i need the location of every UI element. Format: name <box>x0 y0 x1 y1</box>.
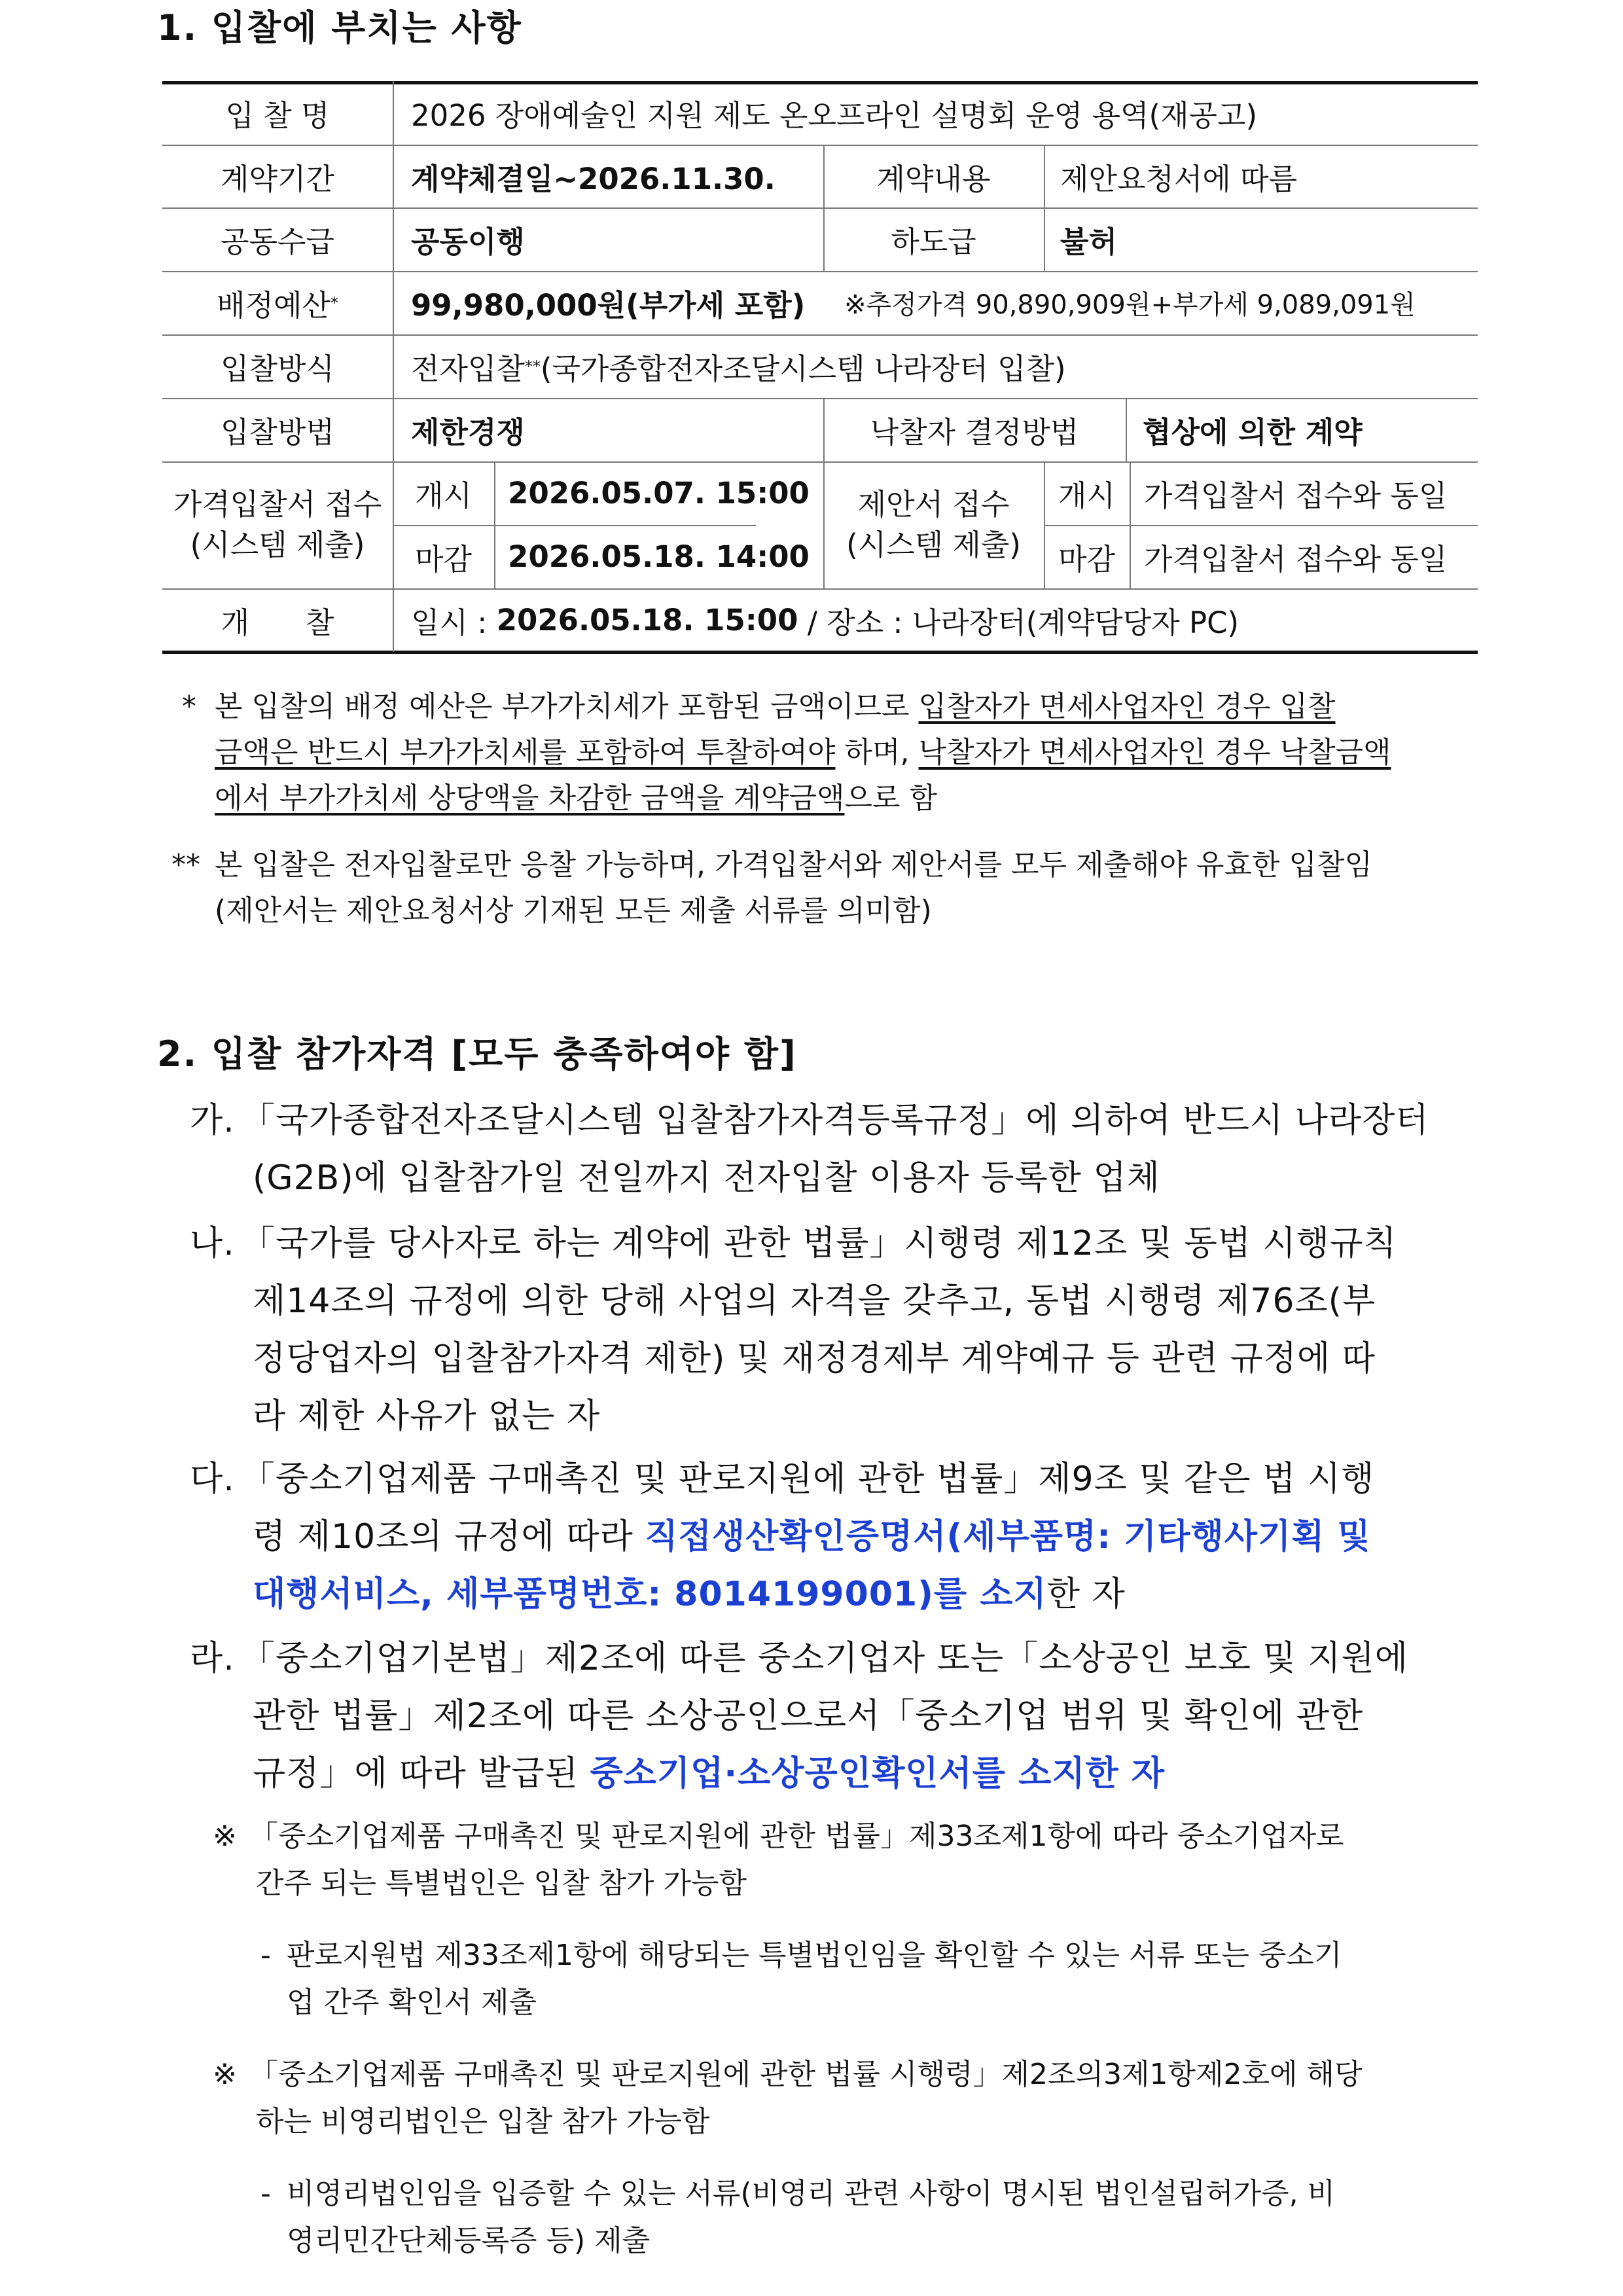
remark2-line2: 하는 비영리법인은 입찰 참가 가능함 <box>256 2105 710 2138</box>
value-budget: 99,980,000원(부가세 포함) <box>411 288 806 323</box>
dash-bullet: - <box>260 2177 271 2210</box>
value-proposal-close: 가격입찰서 접수와 동일 <box>1144 542 1448 577</box>
value-contract-period: 계약체결일~2026.11.30. <box>411 162 776 196</box>
remark-mark: ※ <box>213 1820 237 1853</box>
value-bid-type-sup: ** <box>524 357 541 376</box>
qualification-da-line3-highlight: 대행서비스, 세부품명번호: 8014199001)를 소지 <box>253 1575 1047 1614</box>
value-joint-supply: 공동이행 <box>411 224 525 259</box>
qualification-da-line1: 「중소기업제품 구매촉진 및 판로지원에 관한 법률」제9조 및 같은 법 시행 <box>241 1460 1375 1499</box>
label-proposal-close: 마감 <box>1058 542 1115 577</box>
budget-footnote <box>182 684 1478 821</box>
remark1-line2: 간주 되는 특별법인은 입찰 참가 가능함 <box>256 1867 747 1900</box>
footnote1-line2-underlined-b: 낙찰자가 면세사업자인 경우 낙찰금액 <box>918 736 1391 769</box>
qualification-ga <box>190 1092 1429 1207</box>
footnote1-line3-underlined: 에서 부가가치세 상당액을 차감한 금액을 계약금액 <box>215 781 845 815</box>
footnote1-line2-text: 하며, <box>835 736 919 769</box>
bid-info-table <box>162 81 1478 657</box>
label-proposal-submission <box>823 461 1044 588</box>
label-bid-name: 입 찰 명 <box>225 98 330 133</box>
label-opening: 개 찰 <box>221 605 334 640</box>
remark2-subitem <box>260 2170 1335 2265</box>
item-label: 나. <box>190 1224 235 1263</box>
qualification-da-line3-text: 한 자 <box>1046 1575 1126 1614</box>
value-bid-type <box>411 334 1471 398</box>
value-price-close: 2026.05.18. 14:00 <box>508 539 810 574</box>
label-contract-period: 계약기간 <box>221 162 334 196</box>
footnote1-line3-text: 으로 함 <box>844 781 938 815</box>
value-opening-prefix: 일시 : <box>411 605 497 640</box>
remark-nonprofit-corporation <box>213 2051 1363 2145</box>
value-bid-type-detail: (국가종합전자조달시스템 나라장터 입찰) <box>540 351 1066 386</box>
qualification-ra-line3-text: 규정」에 따라 발급된 <box>253 1754 590 1793</box>
value-bid-method: 제한경쟁 <box>411 415 525 450</box>
footnote-mark: * <box>182 690 196 723</box>
label-proposal-line1: 제안서 접수 <box>857 487 1010 522</box>
remark2-sub-line1: 비영리법인임을 입증할 수 있는 서류(비영리 관련 사항이 명시된 법인설립허가증, 비 <box>287 2177 1336 2210</box>
qualification-na-line1: 「국가를 당사자로 하는 계약에 관한 법률」시행령 제12조 및 동법 시행규칙 <box>241 1224 1397 1263</box>
value-subcontract: 불허 <box>1060 224 1117 259</box>
label-proposal-line2: (시스템 제출) <box>846 528 1021 562</box>
section-2-title: 2. 입찰 참가자격 [모두 충족하여야 함] <box>157 1033 797 1075</box>
qualification-ga-line1: 「국가종합전자조달시스템 입찰참가자격등록규정」에 의하여 반드시 나라장터 <box>241 1101 1429 1140</box>
label-contract-content: 계약내용 <box>876 162 991 196</box>
footnote2-line1: 본 입찰은 전자입찰로만 응찰 가능하며, 가격입찰서와 제안서를 모두 제출해야 유효한 입찰임 <box>215 848 1372 882</box>
remark1-sub-line1: 판로지원법 제33조제1항에 해당되는 특별법인임을 확인할 수 있는 서류 또는 중소기 <box>287 1939 1342 1972</box>
label-price-bid-line2: (시스템 제출) <box>190 528 365 562</box>
label-price-bid-line1: 가격입찰서 접수 <box>173 487 382 522</box>
table-col-rule <box>1130 461 1131 588</box>
remark1-subitem <box>260 1932 1342 2026</box>
remark2-sub-line2: 영리민간단체등록증 등) 제출 <box>287 2224 651 2257</box>
e-bid-footnote <box>171 842 1480 934</box>
label-budget <box>162 271 393 334</box>
remark1-sub-line2: 업 간주 확인서 제출 <box>287 1986 537 2019</box>
remark2-line1: 「중소기업제품 구매촉진 및 판로지원에 관한 법률 시행령」제2조의3제1항제2호에 해당 <box>249 2058 1363 2091</box>
value-opening-place: / 장소 : 나라장터(계약담당자 PC) <box>798 605 1240 640</box>
label-budget-sup: * <box>330 293 338 312</box>
footnote1-line1-text: 본 입찰의 배정 예산은 부가가치세가 포함된 금액이므로 <box>215 690 919 723</box>
remark-mark: ※ <box>213 2058 237 2091</box>
qualification-ra-line3-highlight: 중소기업·소상공인확인서를 소지한 자 <box>590 1754 1166 1793</box>
qualification-ra-line1: 「중소기업기본법」제2조에 따른 중소기업자 또는「소상공인 보호 및 지원에 <box>241 1639 1408 1678</box>
estimated-price-note: ※추정가격 90,890,909원+부가세 9,089,091원 <box>844 290 1416 320</box>
value-bid-name: 2026 장애예술인 지원 제도 온오프라인 설명회 운영 용역(재공고) <box>411 98 1258 133</box>
qualification-na-line4: 라 제한 사유가 없는 자 <box>253 1397 601 1436</box>
qualification-ra-line2: 관한 법률」제2조에 따른 소상공인으로서「중소기업 범위 및 확인에 관한 <box>253 1696 1364 1736</box>
section-1-title: 1. 입찰에 부치는 사항 <box>157 7 522 48</box>
qualification-na-line3: 정당업자의 입찰참가자격 제한) 및 재정경제부 계약예규 등 관련 규정에 따 <box>253 1339 1376 1378</box>
footnote1-line1-underlined: 입찰자가 면세사업자인 경우 입찰 <box>918 690 1336 723</box>
qualification-ga-line2: (G2B)에 입찰참가일 전일까지 전자입찰 이용자 등록한 업체 <box>253 1158 1160 1198</box>
label-joint-supply: 공동수급 <box>221 224 334 259</box>
footnote1-line2-underlined-a: 금액은 반드시 부가가치세를 포함하여 투찰하여야 <box>215 736 836 769</box>
label-bid-method: 입찰방법 <box>221 415 334 450</box>
footnote2-line2: (제안서는 제안요청서상 기재된 모든 제출 서류를 의미함) <box>215 894 932 927</box>
remark-special-corporation <box>213 1813 1344 1907</box>
value-contract-content: 제안요청서에 따름 <box>1060 162 1298 196</box>
label-proposal-open: 개시 <box>1058 478 1115 513</box>
label-price-close: 마감 <box>415 542 472 577</box>
qualification-da <box>190 1450 1374 1623</box>
item-label: 라. <box>190 1639 235 1678</box>
item-label: 가. <box>190 1101 235 1140</box>
value-bid-type-main: 전자입찰 <box>411 351 525 386</box>
qualification-da-line2-highlight: 직접생산확인증명서(세부품명: 기타행사기획 및 <box>645 1517 1371 1556</box>
qualification-na-line2: 제14조의 규정에 의한 당해 사업의 자격을 갖추고, 동법 시행령 제76조(부 <box>253 1282 1376 1321</box>
value-opening <box>411 588 1471 652</box>
remark1-line1: 「중소기업제품 구매촉진 및 판로지원에 관한 법률」제33조제1항에 따라 중소기업자로 <box>249 1820 1344 1853</box>
value-award-method: 협상에 의한 계약 <box>1143 415 1363 450</box>
qualification-da-line2-text: 령 제10조의 규정에 따라 <box>253 1517 645 1556</box>
label-budget-text: 배정예산 <box>217 288 330 323</box>
label-bid-type: 입찰방식 <box>221 351 334 386</box>
footnote-mark: ** <box>171 848 200 882</box>
value-price-open: 2026.05.07. 15:00 <box>508 476 810 511</box>
label-subcontract: 하도급 <box>891 224 976 259</box>
value-opening-datetime: 2026.05.18. 15:00 <box>496 603 798 637</box>
qualification-ra <box>190 1630 1408 1803</box>
table-col-rule <box>1044 145 1045 271</box>
dash-bullet: - <box>260 1939 271 1972</box>
table-col-rule <box>1126 398 1127 461</box>
label-award-method: 낙찰자 결정방법 <box>870 415 1079 450</box>
label-price-bid-submission <box>162 461 393 588</box>
qualification-na <box>190 1215 1397 1445</box>
label-price-open: 개시 <box>415 478 472 513</box>
value-proposal-open: 가격입찰서 접수와 동일 <box>1144 478 1448 513</box>
item-label: 다. <box>190 1460 235 1499</box>
